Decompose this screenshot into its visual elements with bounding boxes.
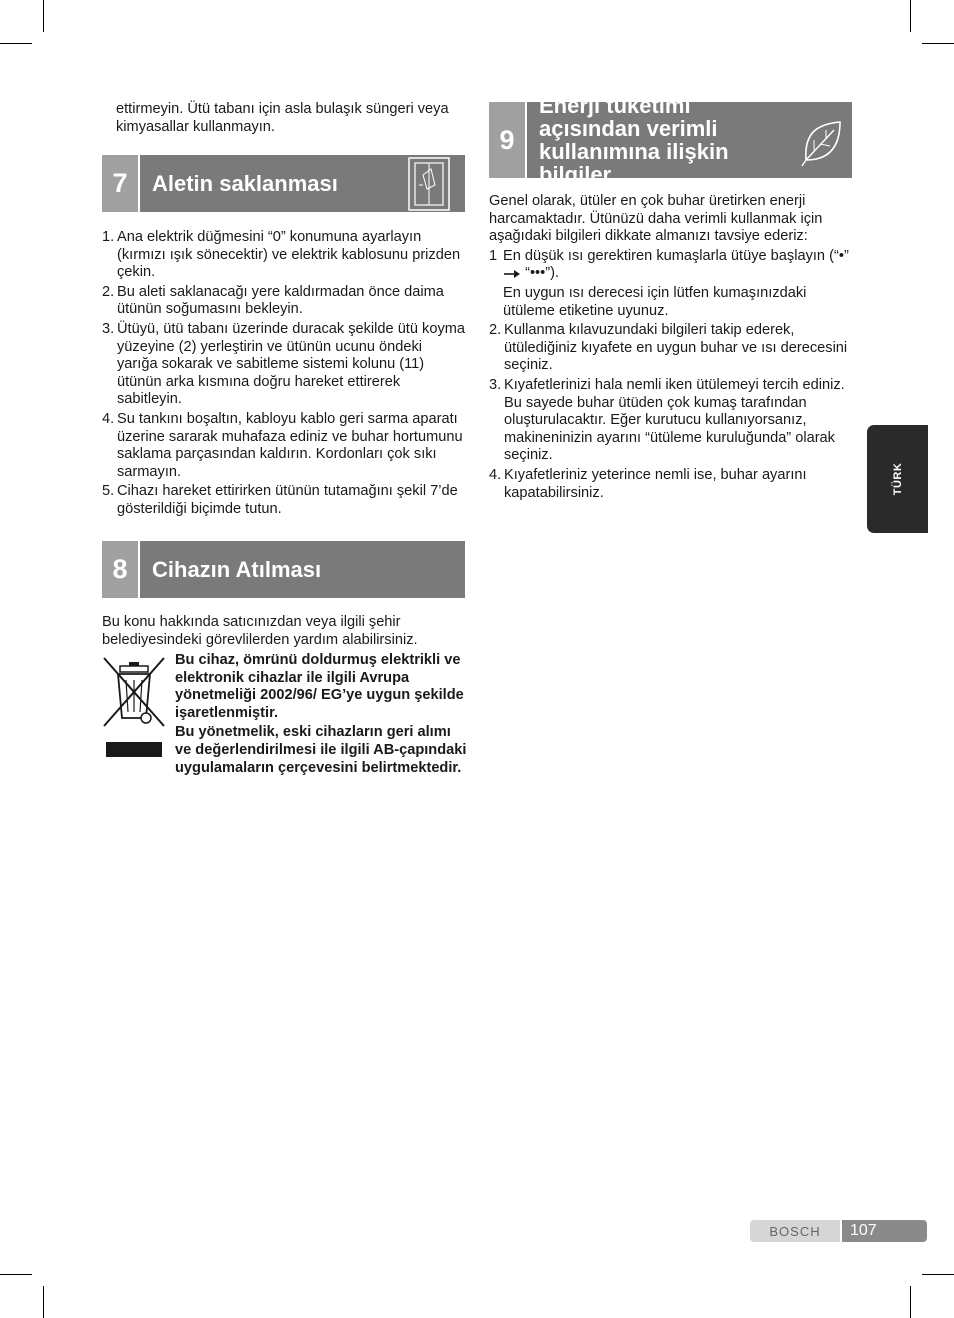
crop-mark xyxy=(910,0,911,32)
section-title: Enerji tüketimi açısından verimli kullanımına ilişkin bilgiler xyxy=(539,93,729,187)
crossed-bin-icon xyxy=(102,656,166,760)
section-number: 8 xyxy=(102,541,140,598)
list-item: 2. Bu aleti saklanacağı yere kaldırmadan önce daima ütünün soğumasını bekleyin. xyxy=(102,283,444,318)
crop-mark xyxy=(910,1286,911,1318)
section-number: 9 xyxy=(489,102,527,178)
list-item: 4. Kıyafetleriniz yeterince nemli ise, buhar ayarını kapatabilirsiniz. xyxy=(489,466,807,501)
section-title: Aletin saklanması xyxy=(152,171,338,196)
crop-mark xyxy=(0,43,32,44)
section-9-header xyxy=(489,93,852,187)
crop-mark xyxy=(43,0,44,32)
list-item: 3. Ütüyü, ütü tabanı üzerinde duracak şekilde ütü koyma yüzeyine (2) yerleştirin ve ütünün ucunu öndeki yarığa sokarak ve sabitleme sistemi kolunu (11) ütünün arka kısmına doğru hareket ettirerek sabitleyin. xyxy=(102,320,466,408)
left-top-text: ettirmeyin. Ütü tabanı için asla bulaşık süngeri veya kimyasallar kullanmayın. xyxy=(116,101,449,135)
section-title: Cihazın Atılması xyxy=(152,557,322,582)
list-item: 1 En düşük ısı gerektiren kumaşlarla ütüye başlayın (“•” “•••”). En uygun ısı derecesi için lütfen kumaşınızdaki ütüleme etiketine uyunuz. xyxy=(489,247,849,319)
crop-mark xyxy=(43,1286,44,1318)
crop-mark xyxy=(0,1274,32,1275)
section-number: 7 xyxy=(102,155,140,212)
section-7-list xyxy=(102,229,466,521)
language-tab: TÜRK xyxy=(867,425,928,533)
crop-mark xyxy=(922,43,954,44)
leaf-icon xyxy=(798,102,848,178)
section-7-header xyxy=(102,155,465,212)
list-item: 5. Cihazı hareket ettirirken ütünün tutamağını şekil 7’de gösterildiği biçimde tutun. xyxy=(102,483,458,517)
section-8-notice: Bu cihaz, ömrünü doldurmuş elektrikli ve elektronik cihazlar ile ilgili Avrupa yönetmeliği 2002/96/ EG’ye uygun şekilde işaretlenmiştir. Bu yönetmelik, eski cihazların geri alımı ve değerlendirilmesi ile ilgili AB-çapındaki uygulamaların çerçevesini belirtmektedir. xyxy=(175,652,467,776)
crop-mark xyxy=(922,1274,954,1275)
section-8-header xyxy=(102,541,465,598)
wardrobe-icon xyxy=(401,155,457,212)
section-8-intro: Bu konu hakkında satıcınızdan veya ilgili şehir belediyesindeki görevlilerden yardım alabilirsiniz. xyxy=(102,614,418,648)
list-item: 3. Kıyafetlerinizi hala nemli iken ütülemeyi tercih ediniz. Bu sayede buhar ütüden çok kumaş tarafından oluşturulacaktır. Eğer kurutucu kullanıyorsanız, makineninizin ayarını “ütüleme kuruluğunda” olarak seçiniz. xyxy=(489,376,845,464)
section-9-body: Genel olarak, ütüler en çok buhar üretirken enerji harcamaktadır. Ütünüzü daha verimli kullanmak için aşağıdaki bilgileri dikkate almanızı tavsiye ederiz: 1 En düşük ısı gerektiren kumaşlarla ütüye başlayın (“•” “•••”). En uygun ısı derecesi için lütfen kumaşınızdaki ütüleme etiketine uyunuz. 2. Kullanma kılavuzundaki bilgileri takip ederek, ütülediğiniz kıyafete en uygun buhar ve ısı derecesini seçiniz. 3. Kıyafetlerinizi hala nemli iken ütülemeyi tercih ediniz. Bu sayede buhar ütüden çok kumaş tarafından oluşturulacaktır. Eğer kurutucu kullanıyorsanız, makineninizin ayarını “ütüleme kuruluğunda” olarak seçiniz. 4. Kıyafetleriniz yeterince nemli ise, buhar ayarını kapatabilirsiniz. xyxy=(489,193,853,504)
page-number: 107 xyxy=(842,1220,927,1242)
footer-brand: BOSCH xyxy=(750,1220,840,1242)
list-item: 4. Su tankını boşaltın, kabloyu kablo geri sarma aparatı üzerine sararak muhafaza ediniz ve buhar hortumunu saklama parçasından kaldırın. Kordonları çok sıkı sarmayın. xyxy=(102,410,463,480)
arrow-right-icon xyxy=(503,269,521,279)
list-item: 1. Ana elektrik düğmesini “0” konumuna ayarlayın (kırmızı ışık sönecektir) ve elektrik kablosunu prizden çekin. xyxy=(102,229,461,281)
list-item: 2. Kullanma kılavuzundaki bilgileri takip ederek, ütülediğiniz kıyafete en uygun buhar ve ısı derecesini seçiniz. xyxy=(489,322,848,374)
